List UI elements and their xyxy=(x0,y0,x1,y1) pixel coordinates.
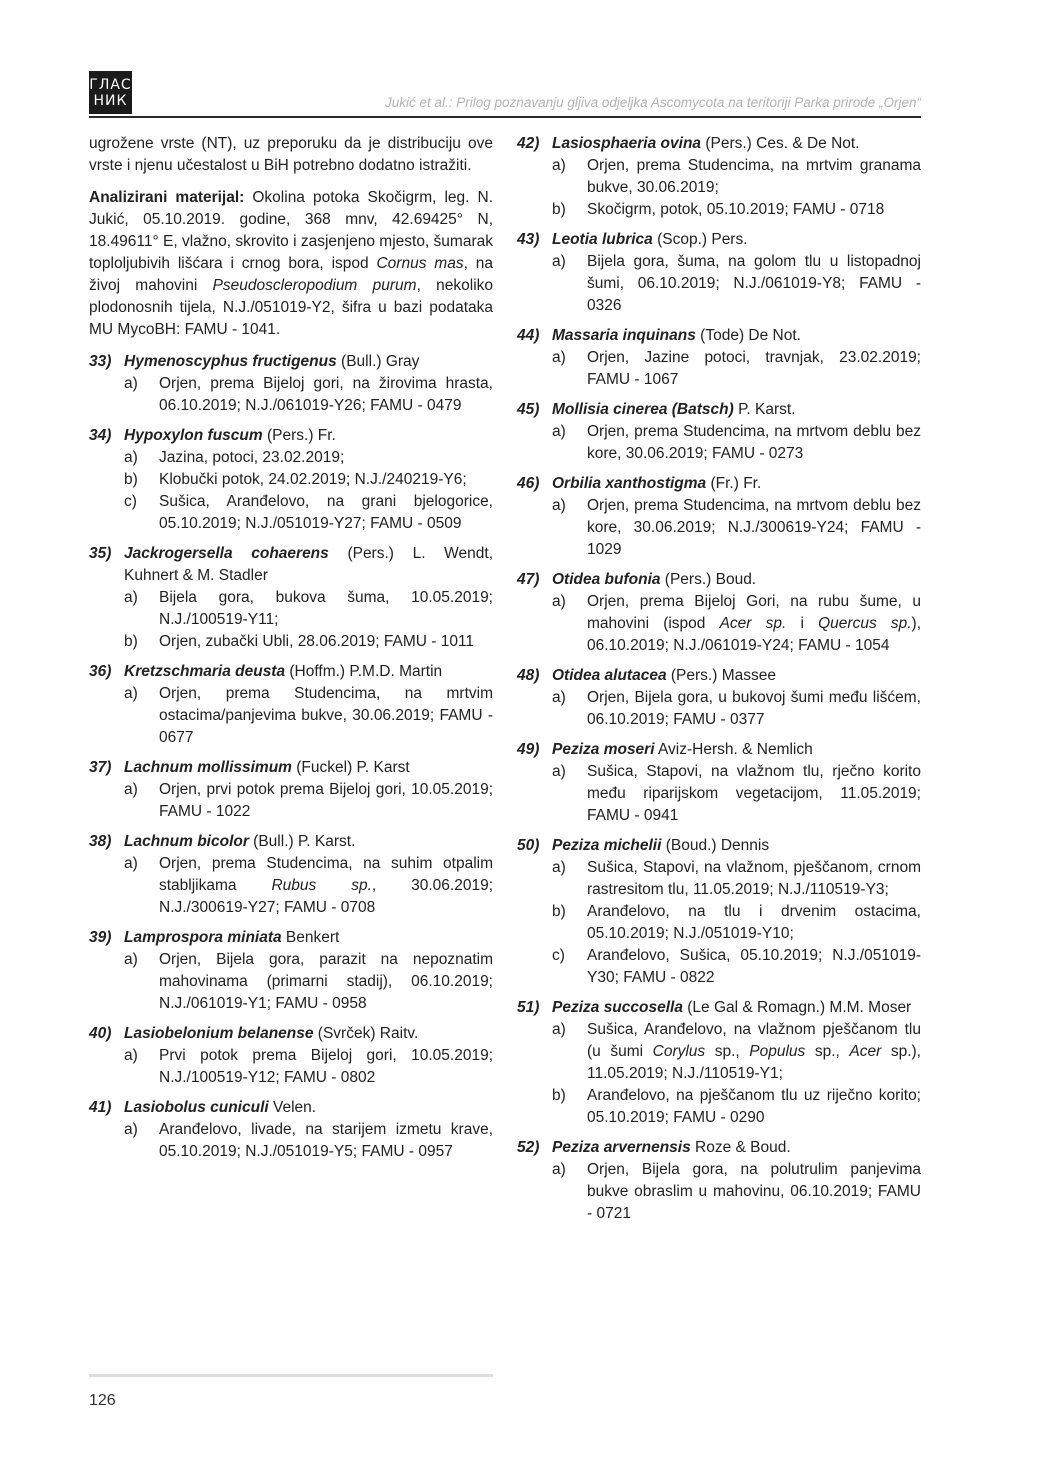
host-species: Corylus xyxy=(652,1043,706,1060)
logo-line-2: НИК xyxy=(93,92,128,109)
locality-text: Orjen, prema Studencima, na mrtvom deblu bez kore, 30.06.2019; N.J./300619-Y24; FAMU - 1029 xyxy=(587,497,921,558)
material-paragraph xyxy=(89,187,493,341)
entry-number: 50) xyxy=(517,837,540,854)
species-author: (Pers.) Boud. xyxy=(660,571,757,588)
material-text: Okolina potoka Skočigrm, leg. N. Jukić, 05.10.2019. godine, 368 mnv, 42.69425° N, 18.49611° E, vlažno, skrovito i zasjenjeno mjesto, šumarak toploljubivih lišćara i crnog bora, ispod xyxy=(89,189,493,272)
locality-text: Prvi potok prema Bijeloj gori, 10.05.2019; N.J./100519-Y12; FAMU - 0802 xyxy=(159,1047,493,1086)
species-name: Massaria inquinans xyxy=(552,327,696,344)
locality-label: a) xyxy=(124,951,138,968)
species-author: Roze & Boud. xyxy=(690,1139,791,1156)
species-author: (Scop.) Pers. xyxy=(652,231,748,248)
species-entry-48 xyxy=(517,665,921,731)
locality-text-part: Sušica, Aranđelovo, na vlažnom pješčanom tlu (u šumi xyxy=(587,1021,921,1060)
species-author: (Pers.) Massee xyxy=(666,667,776,684)
locality-text: Jazina, potoci, 23.02.2019; xyxy=(159,449,345,466)
species-entry-40 xyxy=(89,1023,493,1089)
locality-b xyxy=(89,469,493,491)
entry-number: 52) xyxy=(517,1139,540,1156)
species-entry-41 xyxy=(89,1097,493,1163)
species-entry-36 xyxy=(89,661,493,749)
locality-a xyxy=(89,373,493,417)
species-name: Hymenoscyphus fructigenus xyxy=(124,353,337,370)
species-author: Benkert xyxy=(281,929,340,946)
species-entry-50 xyxy=(517,835,921,989)
locality-b xyxy=(517,901,921,945)
species-name: Leotia lubrica xyxy=(552,231,653,248)
species-entry-46 xyxy=(517,473,921,561)
species-author: (Bull.) Gray xyxy=(336,353,420,370)
journal-logo xyxy=(89,71,132,114)
entry-number: 51) xyxy=(517,999,540,1016)
species-name: Jackrogersella cohaerens xyxy=(124,545,329,562)
entry-number: 34) xyxy=(89,427,112,444)
entry-number: 41) xyxy=(89,1099,112,1116)
locality-b xyxy=(517,199,921,221)
material-label: Analizirani materijal: xyxy=(89,189,245,206)
species-author: (Pers.) L. Wendt, Kuhnert & M. Stadler xyxy=(124,545,494,584)
species-entry-52 xyxy=(517,1137,921,1225)
species-name: Orbilia xanthostigma xyxy=(552,475,707,492)
host-species: Populus xyxy=(749,1043,806,1060)
species-entry-42 xyxy=(517,133,921,221)
entry-number: 47) xyxy=(517,571,540,588)
locality-a xyxy=(89,779,493,823)
footer-rule xyxy=(89,1374,493,1377)
species-entry-37 xyxy=(89,757,493,823)
host-species: Acer sp. xyxy=(719,615,787,632)
locality-text: Bijela gora, šuma, na golom tlu u listopadnoj šumi, 06.10.2019; N.J./061019-Y8; FAMU - 0326 xyxy=(587,253,921,314)
locality-c xyxy=(89,491,493,535)
entry-number: 36) xyxy=(89,663,112,680)
species-author: (Svrček) Raitv. xyxy=(313,1025,419,1042)
locality-text: Skočigrm, potok, 05.10.2019; FAMU - 0718 xyxy=(587,201,885,218)
locality-label: a) xyxy=(124,375,138,392)
header-rule xyxy=(89,116,921,118)
locality-text: Orjen, prema Studencima, na mrtvom deblu bez kore, 30.06.2019; FAMU - 0273 xyxy=(587,423,921,462)
species-entry-44 xyxy=(517,325,921,391)
entry-number: 40) xyxy=(89,1025,112,1042)
locality-a xyxy=(517,155,921,199)
locality-text xyxy=(159,853,493,919)
locality-label: a) xyxy=(552,157,566,174)
material-species-1: Cornus mas xyxy=(376,255,464,272)
locality-text: Orjen, Bijela gora, u bukovoj šumi među lišćem, 06.10.2019; FAMU - 0377 xyxy=(587,689,921,728)
locality-text: Sušica, Aranđelovo, na grani bjelogorice, 05.10.2019; N.J./051019-Y27; FAMU - 0509 xyxy=(159,493,493,532)
species-entry-45 xyxy=(517,399,921,465)
species-name: Mollisia cinerea (Batsch) xyxy=(552,401,734,418)
locality-a xyxy=(89,949,493,1015)
material-text: , nekoliko plodonosnih tijela, N.J./051019-Y2, šifra u bazi podataka MU MycoBH: FAMU - 1041. xyxy=(89,277,494,338)
locality-label: b) xyxy=(552,903,566,920)
species-author: (Bull.) P. Karst. xyxy=(248,833,356,850)
species-name: Lachnum mollissimum xyxy=(124,759,292,776)
species-name: Peziza michelii xyxy=(552,837,662,854)
species-entry-49 xyxy=(517,739,921,827)
locality-text-part: ), 06.10.2019; N.J./061019-Y24; FAMU - 1054 xyxy=(587,615,922,654)
species-entry-35 xyxy=(89,543,493,653)
locality-label: a) xyxy=(552,763,566,780)
locality-a xyxy=(517,1159,921,1225)
species-entry-43 xyxy=(517,229,921,317)
entry-number: 38) xyxy=(89,833,112,850)
entry-number: 35) xyxy=(89,545,112,562)
entry-number: 44) xyxy=(517,327,540,344)
locality-a xyxy=(89,587,493,631)
right-column xyxy=(517,133,921,1233)
locality-b xyxy=(89,631,493,653)
entry-number: 46) xyxy=(517,475,540,492)
locality-label: a) xyxy=(552,1021,566,1038)
locality-text: Orjen, prema Bijeloj gori, na žirovima hrasta, 06.10.2019; N.J./061019-Y26; FAMU - 0479 xyxy=(159,375,493,414)
locality-b xyxy=(517,1085,921,1129)
locality-label: a) xyxy=(552,593,566,610)
intro-paragraph: ugrožene vrste (NT), uz preporuku da je distribuciju ove vrste i njenu učestalost u BiH potrebno dodatno istražiti. xyxy=(89,135,493,174)
locality-text-part: , 30.06.2019; N.J./300619-Y27; FAMU - 0708 xyxy=(159,877,494,916)
locality-text: Orjen, prvi potok prema Bijeloj gori, 10.05.2019; FAMU - 1022 xyxy=(159,781,493,820)
species-name: Kretzschmaria deusta xyxy=(124,663,286,680)
species-author: (Hoffm.) P.M.D. Martin xyxy=(285,663,443,680)
locality-label: a) xyxy=(552,423,566,440)
locality-text-part: Orjen, prema Bijeloj Gori, na rubu šume, u mahovini (ispod xyxy=(587,593,921,632)
species-name: Lasiobolus cuniculi xyxy=(124,1099,269,1116)
species-name: Otidea bufonia xyxy=(552,571,661,588)
locality-a xyxy=(89,447,493,469)
species-name: Lachnum bicolor xyxy=(124,833,249,850)
host-species: Acer xyxy=(849,1043,882,1060)
locality-text: Aranđelovo, livade, na starijem izmetu krave, 05.10.2019; N.J./051019-Y5; FAMU - 0957 xyxy=(159,1121,493,1160)
species-name: Lamprospora miniata xyxy=(124,929,282,946)
entry-number: 33) xyxy=(89,353,112,370)
locality-text: Orjen, Jazine potoci, travnjak, 23.02.2019; FAMU - 1067 xyxy=(587,349,921,388)
locality-text-part: i xyxy=(786,615,819,632)
locality-label: b) xyxy=(124,633,138,650)
locality-label: a) xyxy=(124,1121,138,1138)
locality-label: a) xyxy=(124,589,138,606)
species-name: Lasiobelonium belanense xyxy=(124,1025,314,1042)
locality-a xyxy=(517,421,921,465)
locality-label: a) xyxy=(124,781,138,798)
locality-a xyxy=(89,853,493,919)
entry-number: 45) xyxy=(517,401,540,418)
locality-text xyxy=(587,591,921,657)
locality-text: Orjen, prema Studencima, na mrtvim granama bukve, 30.06.2019; xyxy=(587,157,921,196)
material-text: , na živoj mahovini xyxy=(89,255,493,294)
species-entry-47 xyxy=(517,569,921,657)
locality-a xyxy=(517,761,921,827)
locality-label: a) xyxy=(124,855,138,872)
locality-label: b) xyxy=(552,201,566,218)
entry-number: 39) xyxy=(89,929,112,946)
entry-number: 48) xyxy=(517,667,540,684)
species-name: Lasiosphaeria ovina xyxy=(552,135,702,152)
locality-label: a) xyxy=(552,1161,566,1178)
entry-number: 42) xyxy=(517,135,540,152)
species-author: (Tode) De Not. xyxy=(695,327,801,344)
locality-label: a) xyxy=(552,689,566,706)
left-column xyxy=(89,133,493,1171)
locality-text: Sušica, Stapovi, na vlažnom, pješčanom, crnom rastresitom tlu, 11.05.2019; N.J./110519-Y3; xyxy=(587,859,921,898)
locality-label: a) xyxy=(124,449,138,466)
locality-text-part: Orjen, prema Studencima, na suhim otpalim stabljikama xyxy=(159,855,493,894)
species-author: (Pers.) Fr. xyxy=(262,427,336,444)
locality-text: Aranđelovo, na tlu i drvenim ostacima, 05.10.2019; N.J./051019-Y10; xyxy=(587,903,921,942)
locality-text-part: sp., xyxy=(705,1043,750,1060)
locality-a xyxy=(517,687,921,731)
locality-text: Orjen, Bijela gora, parazit na nepoznatim mahovinama (primarni stadij), 06.10.2019; N.J./061019-Y1; FAMU - 0958 xyxy=(159,951,493,1012)
species-name: Peziza moseri xyxy=(552,741,655,758)
locality-label: a) xyxy=(552,253,566,270)
locality-a xyxy=(89,683,493,749)
locality-c xyxy=(517,945,921,989)
host-species: Quercus sp. xyxy=(818,615,912,632)
entry-number: 37) xyxy=(89,759,112,776)
species-entry-38 xyxy=(89,831,493,919)
locality-text-part: sp.), 11.05.2019; N.J./110519-Y1; xyxy=(587,1043,921,1082)
entry-number: 49) xyxy=(517,741,540,758)
material-species-2: Pseudoscleropodium purum xyxy=(212,277,417,294)
locality-label: a) xyxy=(552,349,566,366)
locality-a xyxy=(517,251,921,317)
species-author: (Boud.) Dennis xyxy=(661,837,770,854)
locality-text: Bijela gora, bukova šuma, 10.05.2019; N.J./100519-Y11; xyxy=(159,589,493,628)
page-number: 126 xyxy=(89,1392,116,1409)
species-entry-33 xyxy=(89,351,493,417)
species-name: Peziza succosella xyxy=(552,999,683,1016)
locality-text: Orjen, prema Studencima, na mrtvim ostacima/panjevima bukve, 30.06.2019; FAMU - 0677 xyxy=(159,685,493,746)
locality-a xyxy=(89,1119,493,1163)
locality-text: Orjen, Bijela gora, na polutrulim panjevima bukve obraslim u mahovinu, 06.10.2019; FAMU - 0721 xyxy=(587,1161,921,1222)
species-author: (Pers.) Ces. & De Not. xyxy=(701,135,860,152)
species-name: Hypoxylon fuscum xyxy=(124,427,263,444)
species-author: (Fr.) Fr. xyxy=(706,475,762,492)
locality-label: c) xyxy=(124,493,137,510)
locality-a xyxy=(517,857,921,901)
locality-text: Orjen, zubački Ubli, 28.06.2019; FAMU - 1011 xyxy=(159,633,475,650)
species-entry-51 xyxy=(517,997,921,1129)
species-entry-39 xyxy=(89,927,493,1015)
locality-a xyxy=(517,347,921,391)
locality-a xyxy=(517,1019,921,1085)
locality-label: b) xyxy=(552,1087,566,1104)
species-author: (Fuckel) P. Karst xyxy=(291,759,410,776)
locality-text-part: sp., xyxy=(805,1043,850,1060)
host-species: Rubus sp. xyxy=(271,877,372,894)
locality-label: b) xyxy=(124,471,138,488)
locality-label: a) xyxy=(552,497,566,514)
species-author: Velen. xyxy=(268,1099,317,1116)
locality-a xyxy=(89,1045,493,1089)
locality-label: a) xyxy=(552,859,566,876)
locality-label: a) xyxy=(124,685,138,702)
species-author: (Le Gal & Romagn.) M.M. Moser xyxy=(682,999,912,1016)
locality-a xyxy=(517,495,921,561)
species-entry-34 xyxy=(89,425,493,535)
running-title: Jukić et al.: Prilog poznavanju gljiva odjeljka Ascomycota na teritoriji Parka prirode „Orjen“ xyxy=(385,95,921,110)
locality-label: a) xyxy=(124,1047,138,1064)
species-name: Otidea alutacea xyxy=(552,667,667,684)
entry-number: 43) xyxy=(517,231,540,248)
logo-line-1: ГЛАС xyxy=(89,76,132,93)
species-name: Peziza arvernensis xyxy=(552,1139,691,1156)
locality-text: Aranđelovo, na pješčanom tlu uz riječno korito; 05.10.2019; FAMU - 0290 xyxy=(587,1087,921,1126)
locality-text: Sušica, Stapovi, na vlažnom tlu, rječno korito među riparijskom vegetacijom, 11.05.2019; FAMU - 0941 xyxy=(587,763,921,824)
locality-text: Aranđelovo, Sušica, 05.10.2019; N.J./051019-Y30; FAMU - 0822 xyxy=(587,947,921,986)
species-author: Aviz-Hersh. & Nemlich xyxy=(654,741,813,758)
locality-label: c) xyxy=(552,947,565,964)
species-author: P. Karst. xyxy=(733,401,796,418)
locality-text xyxy=(587,1019,921,1085)
locality-a xyxy=(517,591,921,657)
locality-text: Klobučki potok, 24.02.2019; N.J./240219-Y6; xyxy=(159,471,467,488)
